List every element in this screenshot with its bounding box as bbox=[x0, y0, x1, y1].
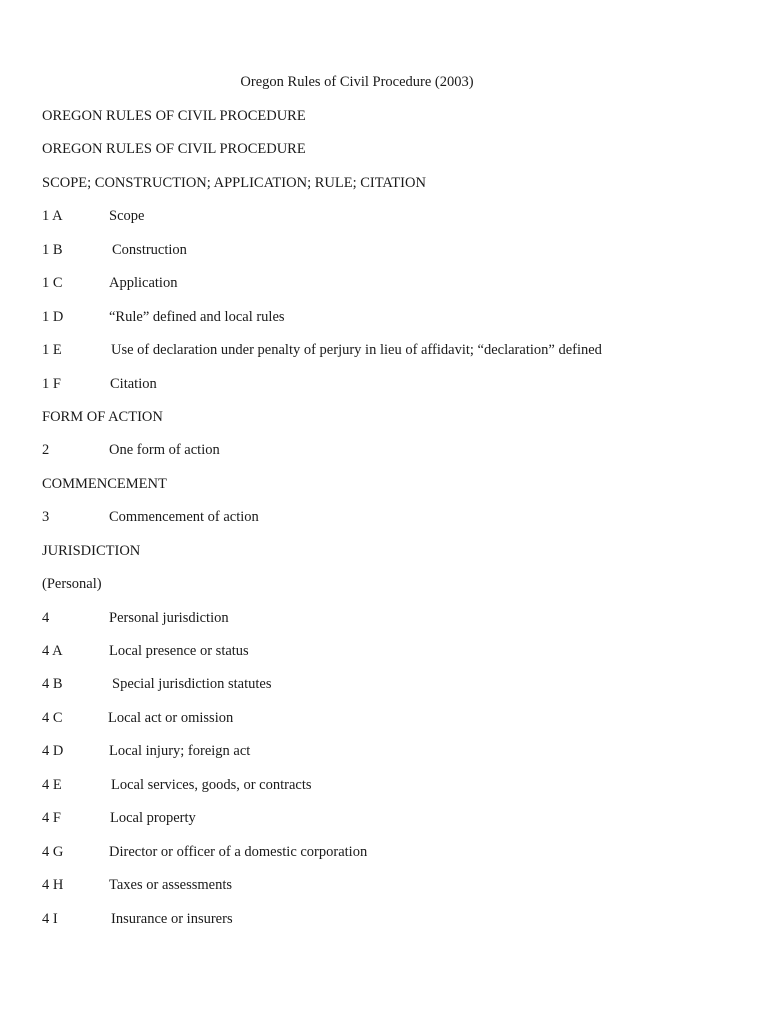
rule-number: 4 H bbox=[42, 877, 64, 894]
rule-number: 1 C bbox=[42, 275, 63, 292]
rule-entry bbox=[42, 842, 742, 875]
rule-title: Local act or omission bbox=[108, 709, 234, 726]
rule-entry bbox=[42, 340, 742, 373]
rule-title: Local presence or status bbox=[109, 643, 249, 659]
rule-title: Use of declaration under penalty of perjury in lieu of affidavit; “declaration” defined bbox=[111, 342, 602, 359]
rule-entry bbox=[42, 708, 742, 741]
heading-text: OREGON RULES OF CIVIL PROCEDURE bbox=[42, 108, 306, 124]
section-heading bbox=[42, 474, 742, 507]
subsection-text: (Personal) bbox=[42, 576, 102, 593]
section-heading bbox=[42, 541, 742, 574]
rule-entry bbox=[42, 641, 742, 674]
heading-text: OREGON RULES OF CIVIL PROCEDURE bbox=[42, 141, 306, 158]
rule-entry bbox=[42, 808, 742, 841]
rule-number: 3 bbox=[42, 509, 50, 526]
rule-number: 2 bbox=[42, 442, 50, 459]
rule-title: Director or officer of a domestic corporation bbox=[109, 843, 368, 860]
rule-title: Construction bbox=[112, 241, 187, 258]
rule-title: Local services, goods, or contracts bbox=[111, 776, 312, 793]
rule-title: “Rule” defined and local rules bbox=[109, 308, 285, 325]
rule-title: Scope bbox=[109, 208, 145, 225]
rule-number: 4 C bbox=[42, 709, 63, 726]
section-heading bbox=[42, 173, 742, 206]
rule-entry bbox=[42, 240, 742, 273]
rule-number: 4 I bbox=[42, 910, 58, 927]
section-heading bbox=[42, 139, 742, 172]
rule-number: 4 bbox=[42, 609, 50, 626]
section-heading bbox=[42, 407, 742, 440]
rule-title: Application bbox=[109, 275, 178, 292]
rule-entry bbox=[42, 775, 742, 808]
rule-number: 1 F bbox=[42, 375, 61, 392]
rule-title: Local property bbox=[110, 810, 196, 827]
rule-entry bbox=[42, 307, 742, 340]
rule-entry bbox=[42, 440, 742, 473]
heading-text: FORM OF ACTION bbox=[42, 408, 163, 425]
rule-number: 1 E bbox=[42, 342, 62, 359]
rule-title: Taxes or assessments bbox=[109, 877, 233, 894]
subsection-label bbox=[42, 574, 742, 607]
rule-number: 4 A bbox=[42, 643, 63, 659]
rule-entry bbox=[42, 206, 742, 239]
rule-entry bbox=[42, 374, 742, 407]
rule-number: 1 A bbox=[42, 208, 63, 225]
rule-number: 1 B bbox=[42, 241, 63, 258]
document-title: Oregon Rules of Civil Procedure (2003) bbox=[240, 74, 474, 90]
rule-title: Local injury; foreign act bbox=[109, 743, 251, 760]
rule-number: 4 F bbox=[42, 810, 61, 827]
heading-text: JURISDICTION bbox=[42, 542, 141, 559]
rule-number: 4 B bbox=[42, 676, 63, 693]
rule-title: Commencement of action bbox=[109, 509, 259, 526]
rule-entry bbox=[42, 741, 742, 774]
section-heading bbox=[42, 106, 742, 139]
rule-entry bbox=[42, 909, 742, 942]
heading-text: COMMENCEMENT bbox=[42, 475, 167, 492]
rule-entry bbox=[42, 674, 742, 707]
rule-title: One form of action bbox=[109, 442, 220, 459]
rule-entry bbox=[42, 273, 742, 306]
rule-title: Citation bbox=[110, 375, 157, 392]
rule-title: Insurance or insurers bbox=[111, 910, 233, 927]
rule-number: 1 D bbox=[42, 308, 64, 325]
rule-title: Personal jurisdiction bbox=[109, 609, 229, 626]
rule-number: 4 D bbox=[42, 743, 64, 760]
rule-number: 4 G bbox=[42, 843, 64, 860]
rule-title: Special jurisdiction statutes bbox=[112, 676, 272, 693]
rule-entry bbox=[42, 875, 742, 908]
heading-text: SCOPE; CONSTRUCTION; APPLICATION; RULE; CITATION bbox=[42, 174, 426, 191]
table-of-contents bbox=[42, 106, 742, 942]
rule-number: 4 E bbox=[42, 776, 62, 793]
rule-entry bbox=[42, 608, 742, 641]
rule-entry bbox=[42, 507, 742, 540]
